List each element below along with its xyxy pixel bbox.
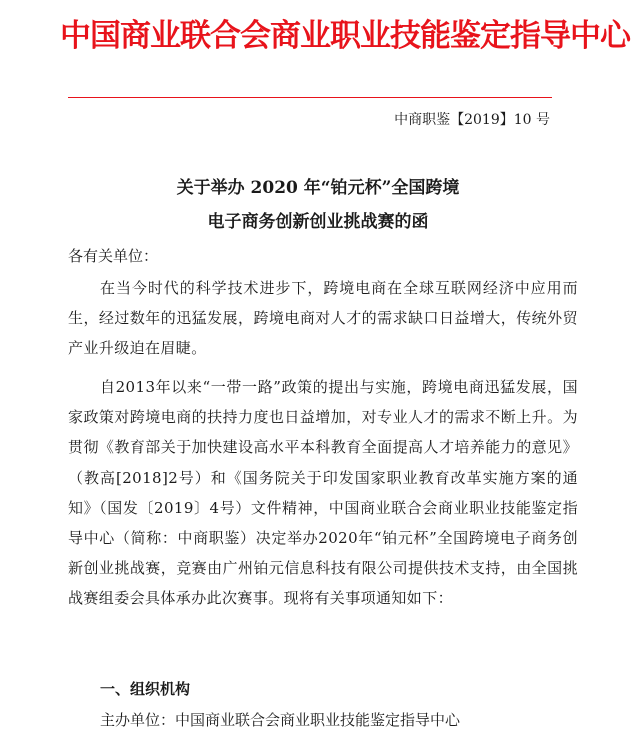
document-title-line-1: 关于举办 2020 年“铂元杯”全国跨境 xyxy=(176,178,460,198)
section-heading: 一、组织机构 xyxy=(100,680,191,698)
document-number: 中商职鉴【2019】10 号 xyxy=(394,112,550,128)
body-paragraph-2: 自2013年以来“一带一路”政策的提出与实施，跨境电商迅猛发展，国家政策对跨境电商的扶持力度也日益增加，对专业人才的需求不断上升。为贯彻《教育部关于加快建设高水平本科教育全面提高人才培养能力的意见》（教高[2018]2号）和《国务院关于印发国家职业教育改革实施方案的通知》（国发〔2019〕4号）文件精神，中国商业联合会商业职业技能鉴定指导中心（简称：中商职鉴）决定举办2020年“铂元杯”全国跨境电子商务创新创业挑战赛，竞赛由广州铂元信息科技有限公司提供技术支持，由全国挑战赛组委会具体承办此次赛事。现将有关事项通知如下： xyxy=(68,378,578,608)
document-title-line-2: 电子商务创新创业挑战赛的函 xyxy=(207,212,429,232)
letterhead-divider xyxy=(68,97,552,98)
body-paragraph-1: 在当今时代的科学技术进步下，跨境电商在全球互联网经济中应用而生，经过数年的迅猛发展，跨境电商对人才的需求缺口日益增大，传统外贸产业升级迫在眉睫。 xyxy=(68,279,578,358)
salutation: 各有关单位： xyxy=(68,247,159,265)
organization-letterhead: 中国商业联合会商业职业技能鉴定指导中心 xyxy=(60,18,630,54)
organizer-line: 主办单位：中国商业联合会商业职业技能鉴定指导中心 xyxy=(100,711,461,729)
